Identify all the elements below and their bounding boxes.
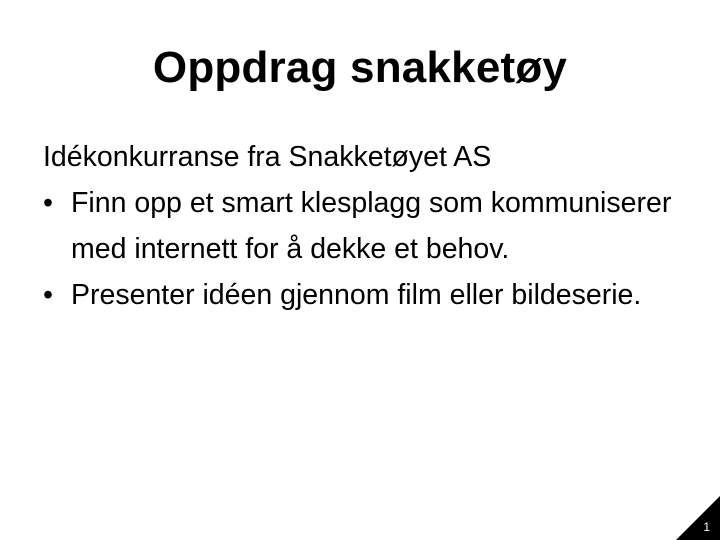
slide-title: Oppdrag snakketøy	[152, 43, 568, 92]
bullet-item	[43, 180, 693, 272]
bullet-item	[43, 272, 693, 318]
bullet-text: Presenter idéen gjennom film eller bildeserie.	[71, 279, 642, 311]
bullet-list	[43, 180, 693, 318]
page-number: 1	[703, 520, 710, 534]
bullet-dot-icon: •	[43, 187, 53, 219]
intro-line: Idékonkurranse fra Snakketøyet AS	[43, 141, 492, 173]
bullet-text: Finn opp et smart klesplagg som kommuniserer med internett for å dekke et behov.	[71, 187, 672, 265]
corner-triangle	[676, 496, 720, 540]
slide-body	[43, 134, 693, 318]
bullet-dot-icon: •	[43, 279, 53, 311]
